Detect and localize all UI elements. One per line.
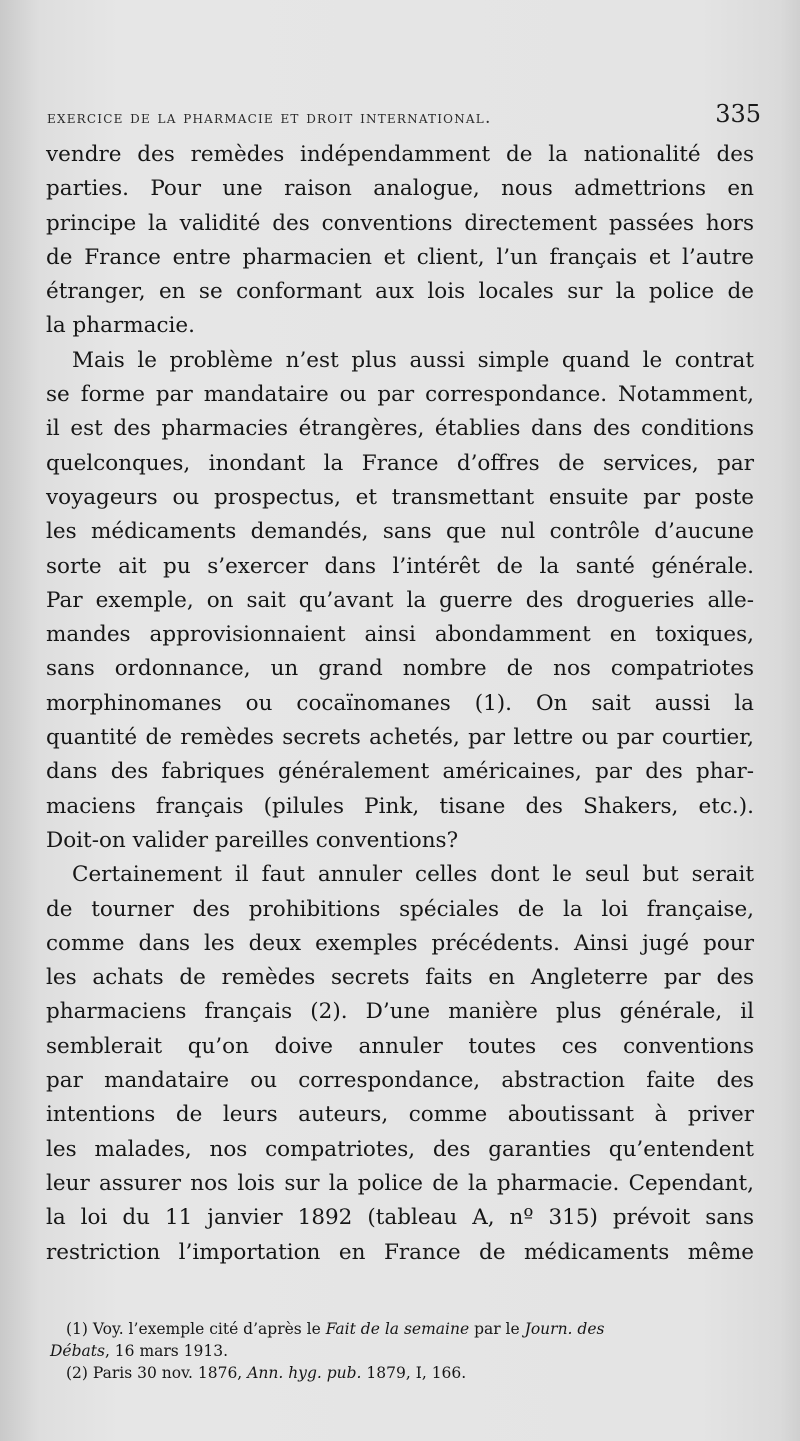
footnote-italic-title: Ann. hyg. pub. [247, 1364, 362, 1382]
text-line: la loi du 11 janvier 1892 (tableau A, nº 315) prévoit sans [46, 1205, 754, 1231]
text-line: voyageurs ou prospectus, et transmettant ensuite par poste [46, 484, 754, 510]
text-line: morphinomanes ou cocaïnomanes (1). On sait aussi la [46, 690, 754, 716]
footnote-text: Paris 30 nov. 1876, [92, 1364, 243, 1382]
running-title: exercice de la pharmacie et droit international. [47, 108, 492, 128]
text-line: sans ordonnance, un grand nombre de nos compatriotes [46, 656, 754, 682]
footnote-1-continued [46, 1340, 754, 1362]
text-line: parties. Pour une raison analogue, nous admettrions en [46, 176, 754, 202]
text-line: se forme par mandataire ou par correspondance. Notamment, [46, 382, 754, 408]
text-line: mandes approvisionnaient ainsi abondamment en toxiques, [46, 622, 754, 648]
footnote-marker: (2) [66, 1364, 88, 1382]
text-line: quelconques, inondant la France d’offres de services, par [46, 450, 754, 476]
text-line: quantité de remèdes secrets achetés, par lettre ou par courtier, [46, 725, 754, 751]
text-line: semblerait qu’on doive annuler toutes ces conventions [46, 1033, 754, 1059]
body-text [46, 138, 754, 1270]
footnote-2 [46, 1362, 754, 1384]
text-line: maciens français (pilules Pink, tisane des Shakers, etc.). [46, 793, 754, 819]
footnote-text: , 16 mars 1913. [104, 1342, 229, 1360]
text-line: intentions de leurs auteurs, comme aboutissant à priver [46, 1102, 754, 1128]
footnote-marker: (1) [66, 1320, 88, 1338]
footnote-text: Voy. l’exemple cité d’après le [92, 1320, 321, 1338]
text-line: comme dans les deux exemples précédents. Ainsi jugé pour [46, 930, 754, 956]
text-line: de France entre pharmacien et client, l’un français et l’autre [46, 244, 754, 270]
text-line: les médicaments demandés, sans que nul contrôle d’aucune [46, 519, 754, 545]
text-line: restriction l’importation en France de médicaments même [46, 1239, 754, 1265]
text-line: étranger, en se conformant aux lois locales sur la police de [46, 279, 754, 305]
footnote-text: par le [474, 1320, 520, 1338]
footnote-1 [46, 1318, 754, 1340]
text-line: principe la validité des conventions directement passées hors [46, 210, 754, 236]
text-line: dans des fabriques généralement américaines, par des phar- [46, 759, 754, 785]
page-number: 335 [715, 100, 761, 128]
footnote-italic-title: Débats [50, 1342, 105, 1360]
text-line: il est des pharmacies étrangères, établies dans des conditions [46, 416, 754, 442]
text-line: Par exemple, on sait qu’avant la guerre des drogueries alle- [46, 587, 754, 613]
footnote-text: 1879, I, 166. [366, 1364, 467, 1382]
text-line: les achats de remèdes secrets faits en Angleterre par des [46, 965, 754, 991]
text-line: par mandataire ou correspondance, abstraction faite des [46, 1068, 754, 1094]
text-line: leur assurer nos lois sur la police de la pharmacie. Cependant, [46, 1170, 754, 1196]
text-line: Certainement il faut annuler celles dont le seul but serait [72, 862, 754, 888]
text-line: de tourner des prohibitions spéciales de la loi française, [46, 896, 754, 922]
text-line: Mais le problème n’est plus aussi simple quand le contrat [72, 347, 754, 373]
text-line: vendre des remèdes indépendamment de la nationalité des [46, 142, 754, 167]
text-line: la pharmacie. [46, 313, 195, 339]
footnotes [46, 1318, 754, 1384]
footnote-italic-title: Journ. des [524, 1320, 605, 1338]
footnote-italic-title: Fait de la semaine [325, 1320, 470, 1338]
text-line: sorte ait pu s’exercer dans l’intérêt de la santé générale. [46, 553, 754, 579]
text-line: pharmaciens français (2). D’une manière plus générale, il [46, 999, 754, 1025]
running-head [47, 100, 767, 134]
text-line: les malades, nos compatriotes, des garanties qu’entendent [46, 1136, 754, 1162]
text-line: Doit-on valider pareilles conventions? [46, 827, 459, 853]
